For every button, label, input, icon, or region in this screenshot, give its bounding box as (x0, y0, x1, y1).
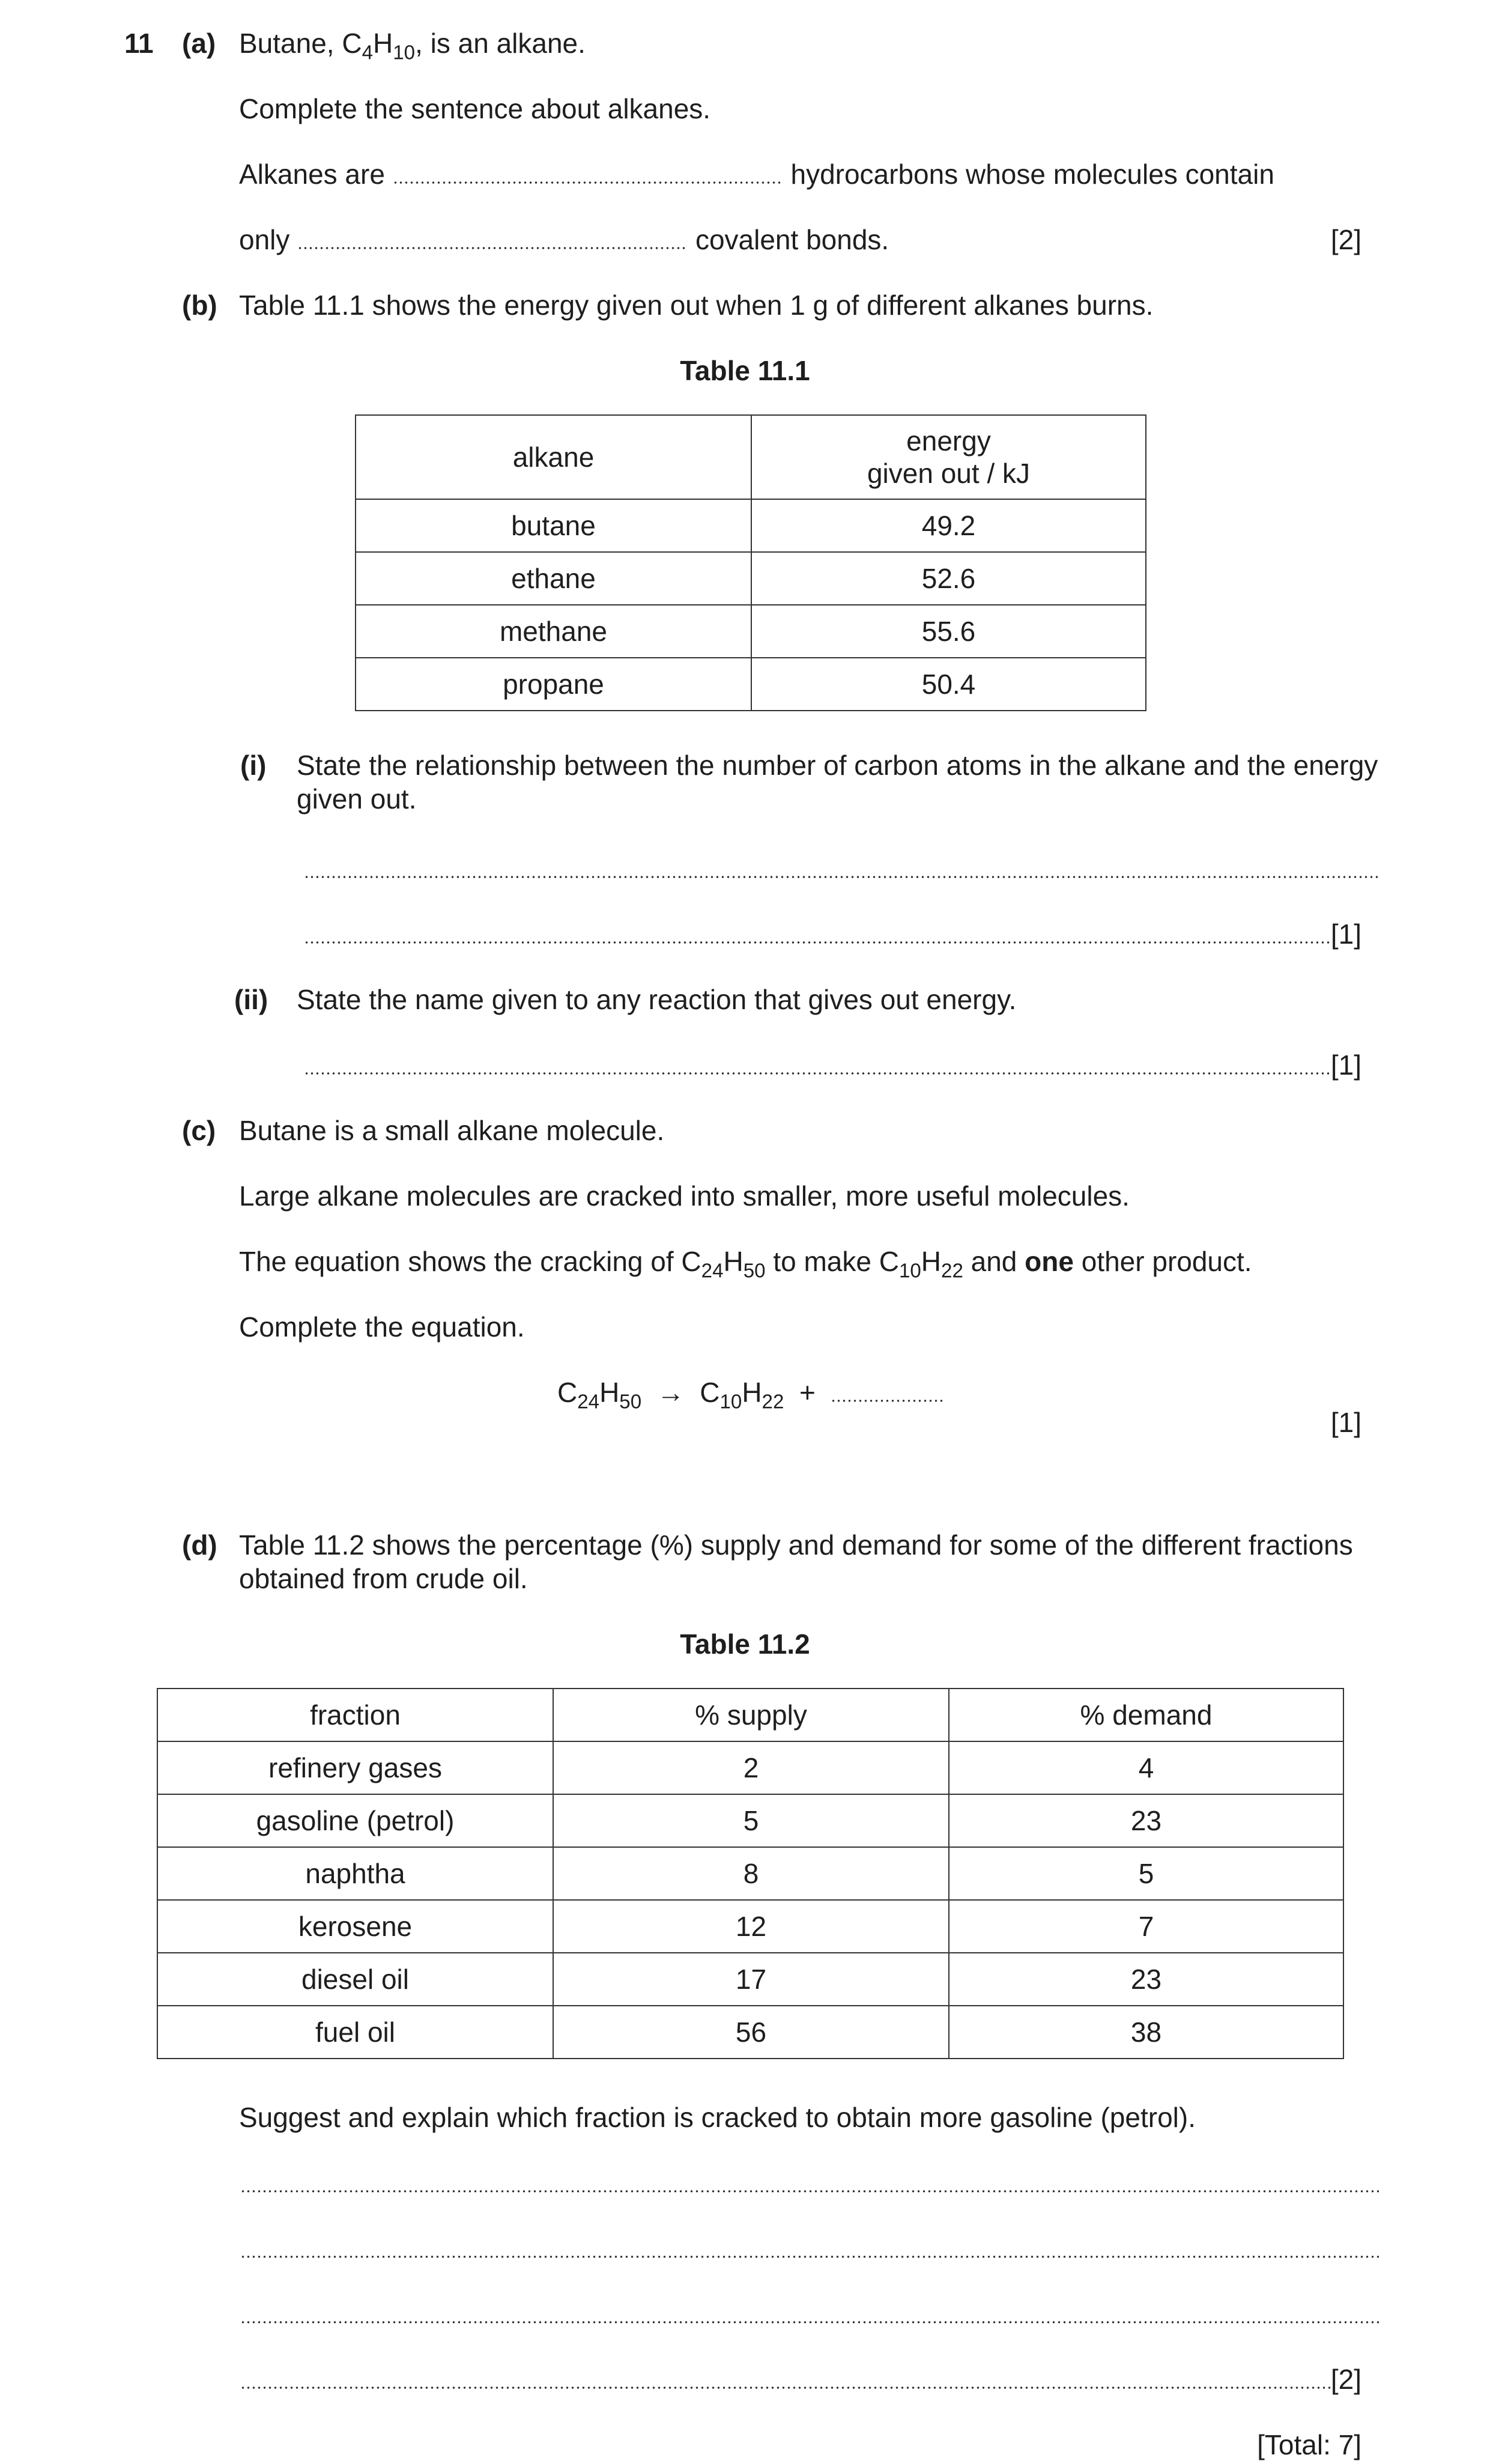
cell-fraction: refinery gases (157, 1741, 553, 1794)
cell-supply: 5 (553, 1794, 949, 1847)
header-fraction: fraction (157, 1689, 553, 1741)
part-b-i-line1: State the relationship between the number of carbon atoms in the alkane and the energy (297, 750, 1378, 781)
part-a-sentence-line1: Alkanes are hydrocarbons whose molecules contain (239, 159, 1274, 190)
cell-energy: 49.2 (751, 499, 1146, 552)
header-supply: % supply (553, 1689, 949, 1741)
cell-energy: 50.4 (751, 658, 1146, 711)
cell-alkane: propane (356, 658, 751, 711)
cell-fraction: kerosene (157, 1900, 553, 1953)
table-row (356, 552, 1146, 605)
cell-alkane: butane (356, 499, 751, 552)
table-header-row (157, 1689, 1343, 1741)
answer-line-d-2[interactable] (240, 2232, 1379, 2265)
part-c-marks: [1] (1330, 1407, 1361, 1438)
table-11-2 (157, 1688, 1344, 2059)
part-c-label: (c) (182, 1115, 216, 1146)
part-b-ii-text: State the name given to any reaction that gives out energy. (297, 984, 1017, 1015)
part-d-label: (d) (182, 1529, 217, 1561)
cell-fraction: fuel oil (157, 2006, 553, 2059)
table-row (157, 2006, 1343, 2059)
part-b-i-marks: [1] (1330, 918, 1361, 950)
part-c-instruction: Complete the equation. (239, 1311, 525, 1343)
header-energy: energy given out / kJ (751, 415, 1146, 499)
part-b-label: (b) (182, 290, 217, 321)
part-b-intro: Table 11.1 shows the energy given out when 1 g of different alkanes burns. (239, 290, 1154, 321)
answer-line-b-i-2[interactable] (304, 917, 1331, 951)
part-b-i-line2: given out. (297, 783, 417, 815)
part-d-question: Suggest and explain which fraction is cracked to obtain more gasoline (petrol). (239, 2102, 1196, 2133)
cracking-equation: $C_{24}H_{50} \to C_{10}H_{22}$ + (557, 1376, 945, 1409)
cell-demand: 38 (949, 2006, 1343, 2059)
part-a-instruction: Complete the sentence about alkanes. (239, 93, 711, 124)
header-demand: % demand (949, 1689, 1343, 1741)
cell-energy: 55.6 (751, 605, 1146, 658)
cell-supply: 56 (553, 2006, 949, 2059)
cell-alkane: ethane (356, 552, 751, 605)
equation-answer-blank[interactable] (831, 1400, 945, 1402)
cell-demand: 23 (949, 1953, 1343, 2006)
answer-blank-2[interactable] (297, 247, 688, 249)
answer-line-d-3[interactable] (240, 2297, 1379, 2331)
part-a-marks: [2] (1330, 224, 1361, 255)
part-d-intro-line2: obtained from crude oil. (239, 1563, 528, 1594)
part-d-intro-line1: Table 11.2 shows the percentage (%) supply and demand for some of the different fractions (239, 1529, 1353, 1561)
cell-supply: 8 (553, 1847, 949, 1900)
header-alkane: alkane (356, 415, 751, 499)
table-11-1 (355, 414, 1146, 711)
cell-fraction: gasoline (petrol) (157, 1794, 553, 1847)
table-11-2-title: Table 11.2 (680, 1628, 810, 1660)
answer-line-d-4[interactable] (240, 2362, 1331, 2396)
total-marks: [Total: 7] (1257, 2429, 1361, 2460)
table-row (157, 1847, 1343, 1900)
cell-demand: 23 (949, 1794, 1343, 1847)
table-row (157, 1741, 1343, 1794)
cell-supply: 2 (553, 1741, 949, 1794)
part-c-line2: Large alkane molecules are cracked into smaller, more useful molecules. (239, 1180, 1130, 1212)
part-a-intro: Butane, $C_4H_{10}$, is an alkane. (239, 28, 586, 64)
cell-demand: 5 (949, 1847, 1343, 1900)
table-row (157, 1953, 1343, 2006)
table-row (356, 605, 1146, 658)
part-b-i-label: (i) (240, 750, 267, 781)
part-c-line1: Butane is a small alkane molecule. (239, 1115, 665, 1146)
cell-demand: 4 (949, 1741, 1343, 1794)
answer-line-b-i-1[interactable] (304, 852, 1379, 885)
cell-fraction: naphtha (157, 1847, 553, 1900)
question-number: 11 (124, 28, 154, 59)
part-b-ii-marks: [1] (1330, 1049, 1361, 1081)
part-c-line3: The equation shows the cracking of $C_{24}H_{50}$ to make $C_{10}H_{22}$ and one other product. (239, 1246, 1252, 1282)
answer-line-d-1[interactable] (240, 2166, 1379, 2200)
part-a-label: (a) (182, 28, 216, 59)
arrow-icon: → (656, 1377, 685, 1408)
cell-energy: 52.6 (751, 552, 1146, 605)
part-b-ii-label: (ii) (234, 984, 268, 1015)
answer-line-b-ii[interactable] (304, 1048, 1331, 1082)
part-d-marks: [2] (1330, 2364, 1361, 2395)
part-a-sentence-line2: only covalent bonds. (239, 224, 889, 255)
cell-fraction: diesel oil (157, 1953, 553, 2006)
table-row (157, 1900, 1343, 1953)
table-11-1-title: Table 11.1 (680, 355, 810, 386)
cell-supply: 17 (553, 1953, 949, 2006)
table-header-row (356, 415, 1146, 499)
table-row (157, 1794, 1343, 1847)
cell-demand: 7 (949, 1900, 1343, 1953)
cell-supply: 12 (553, 1900, 949, 1953)
cell-alkane: methane (356, 605, 751, 658)
answer-blank-1[interactable] (393, 181, 783, 184)
table-row (356, 499, 1146, 552)
table-row (356, 658, 1146, 711)
